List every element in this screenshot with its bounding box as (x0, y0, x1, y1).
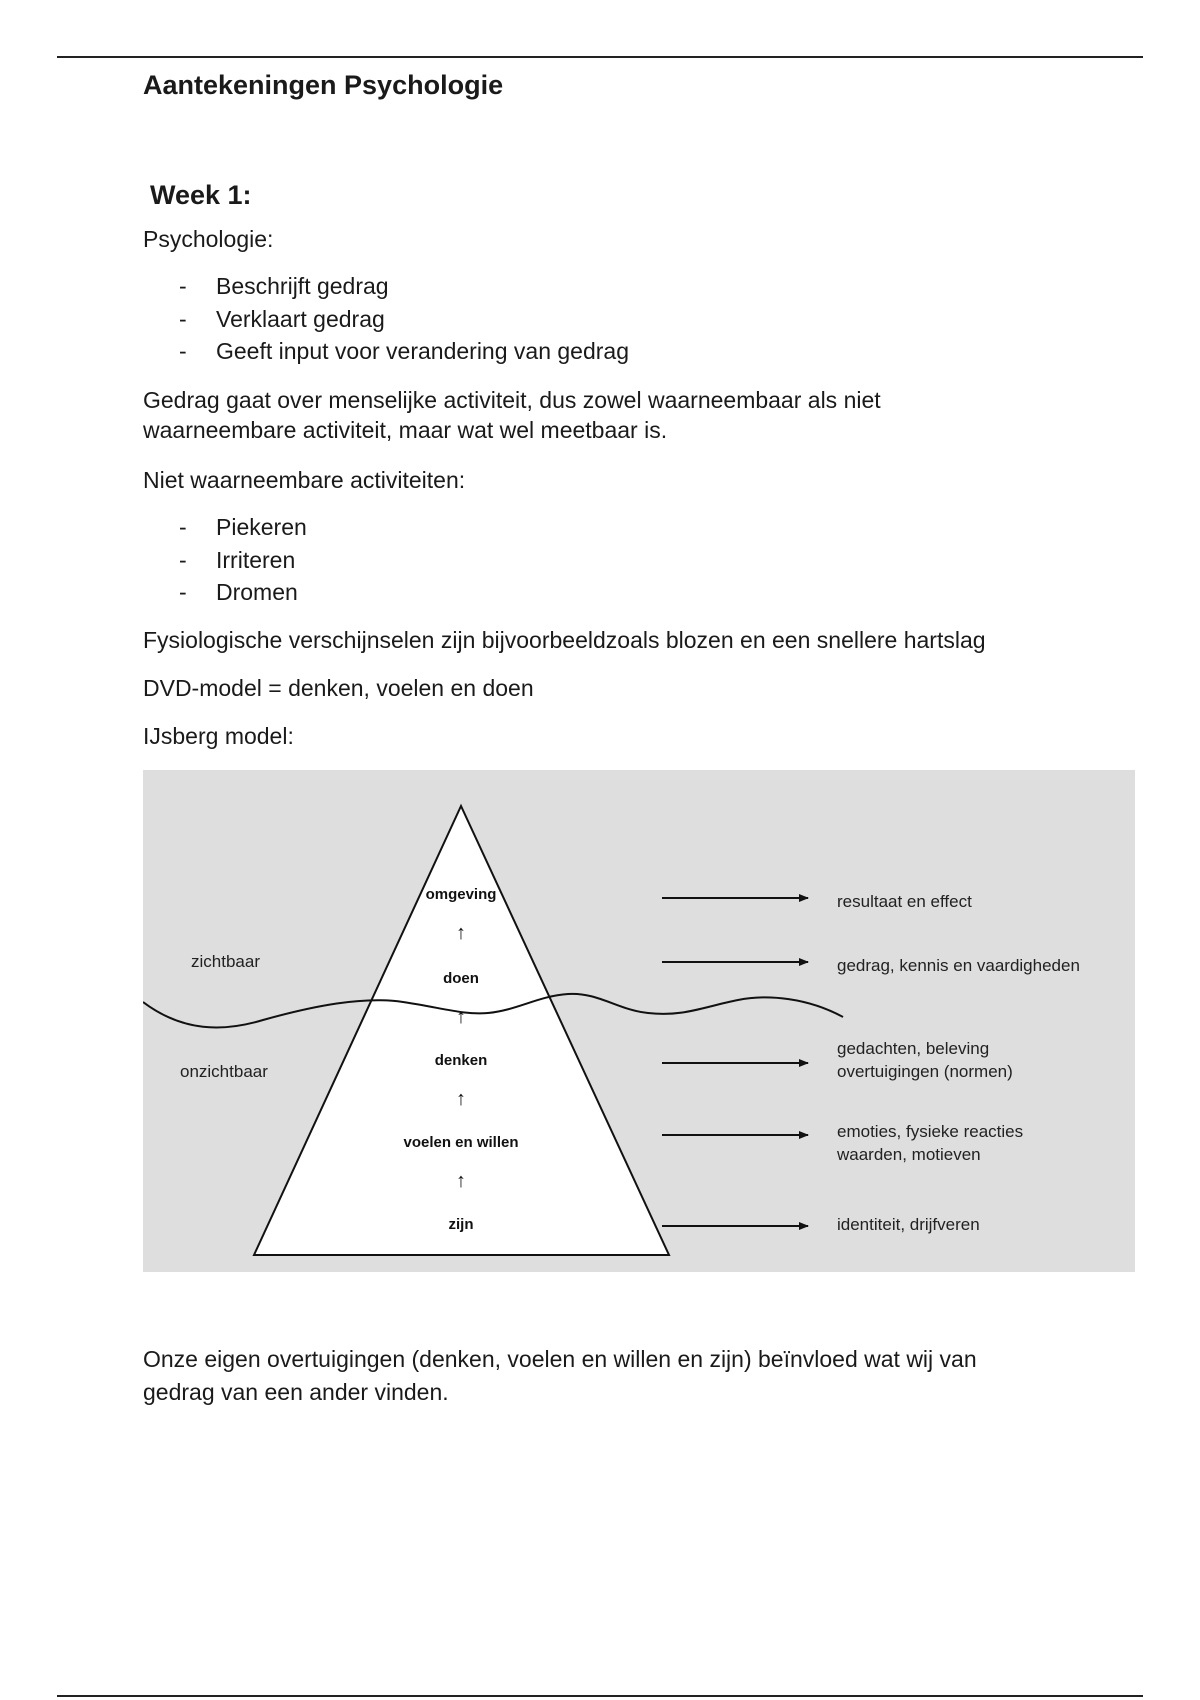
list-item: - Beschrijft gedrag (143, 270, 629, 303)
up-arrow-icon: ↑ (456, 1088, 466, 1110)
list-item: - Dromen (143, 576, 307, 609)
up-arrow-icon: ↑ (456, 1006, 466, 1028)
gedrag-paragraph: Gedrag gaat over menselijke activiteit, dus zowel waarneembaar als niet waarneembare activiteit, maar wat wel meetbaar is. (143, 387, 881, 443)
up-arrow-icon: ↑ (456, 922, 466, 944)
description-voelen-line2: waarden, motieven (837, 1145, 981, 1164)
bottom-rule (57, 1695, 1143, 1697)
list-dash: - (179, 273, 187, 299)
list-dash: - (179, 305, 187, 332)
visible-label: zichtbaar (191, 952, 260, 971)
list-dash: - (179, 338, 187, 364)
psychologie-label: Psychologie: (143, 226, 274, 252)
description-omgeving: resultaat en effect (837, 892, 972, 911)
niet-waarneembaar-label: Niet waarneembare activiteiten: (143, 467, 466, 493)
level-omgeving: omgeving (425, 886, 497, 903)
list-item: - Irriteren (143, 544, 307, 577)
description-voelen-line1: emoties, fysieke reacties (837, 1122, 1024, 1141)
week-heading: Week 1: (150, 180, 252, 210)
list-item: - Verklaart gedrag (143, 303, 629, 336)
ijsberg-label: IJsberg model: (143, 723, 294, 749)
niet-waarneembaar-list (143, 511, 307, 609)
description-denken-line2: overtuigingen (normen) (837, 1062, 1013, 1081)
iceberg-diagram (143, 770, 1135, 1272)
description-denken-line1: gedachten, beleving (837, 1039, 990, 1058)
document-title: Aantekeningen Psychologie (143, 70, 504, 100)
description-zijn: identiteit, drijfveren (837, 1215, 980, 1234)
description-doen: gedrag, kennis en vaardigheden (837, 956, 1080, 975)
invisible-label: onzichtbaar (180, 1062, 268, 1081)
conclusion-paragraph: Onze eigen overtuigingen (denken, voelen en willen en zijn) beïnvloed wat wij van gedrag van een ander vinden. (143, 1346, 977, 1405)
level-doen: doen (443, 970, 479, 987)
list-item: - Piekeren (143, 511, 307, 544)
level-zijn: zijn (448, 1216, 474, 1233)
list-dash: - (179, 546, 187, 573)
list-dash: - (179, 514, 187, 540)
level-voelen-en-willen: voelen en willen (403, 1134, 519, 1151)
list-dash: - (179, 579, 187, 605)
iceberg-graphic (143, 770, 1135, 1272)
psychologie-list (143, 270, 629, 368)
level-denken: denken (434, 1052, 488, 1069)
fysiologisch-paragraph: Fysiologische verschijnselen zijn bijvoorbeeldzoals blozen en een snellere hartslag (143, 627, 986, 653)
top-rule (57, 56, 1143, 58)
dvd-paragraph: DVD-model = denken, voelen en doen (143, 675, 534, 701)
list-item: - Geeft input voor verandering van gedrag (143, 335, 629, 368)
up-arrow-icon: ↑ (456, 1170, 466, 1192)
